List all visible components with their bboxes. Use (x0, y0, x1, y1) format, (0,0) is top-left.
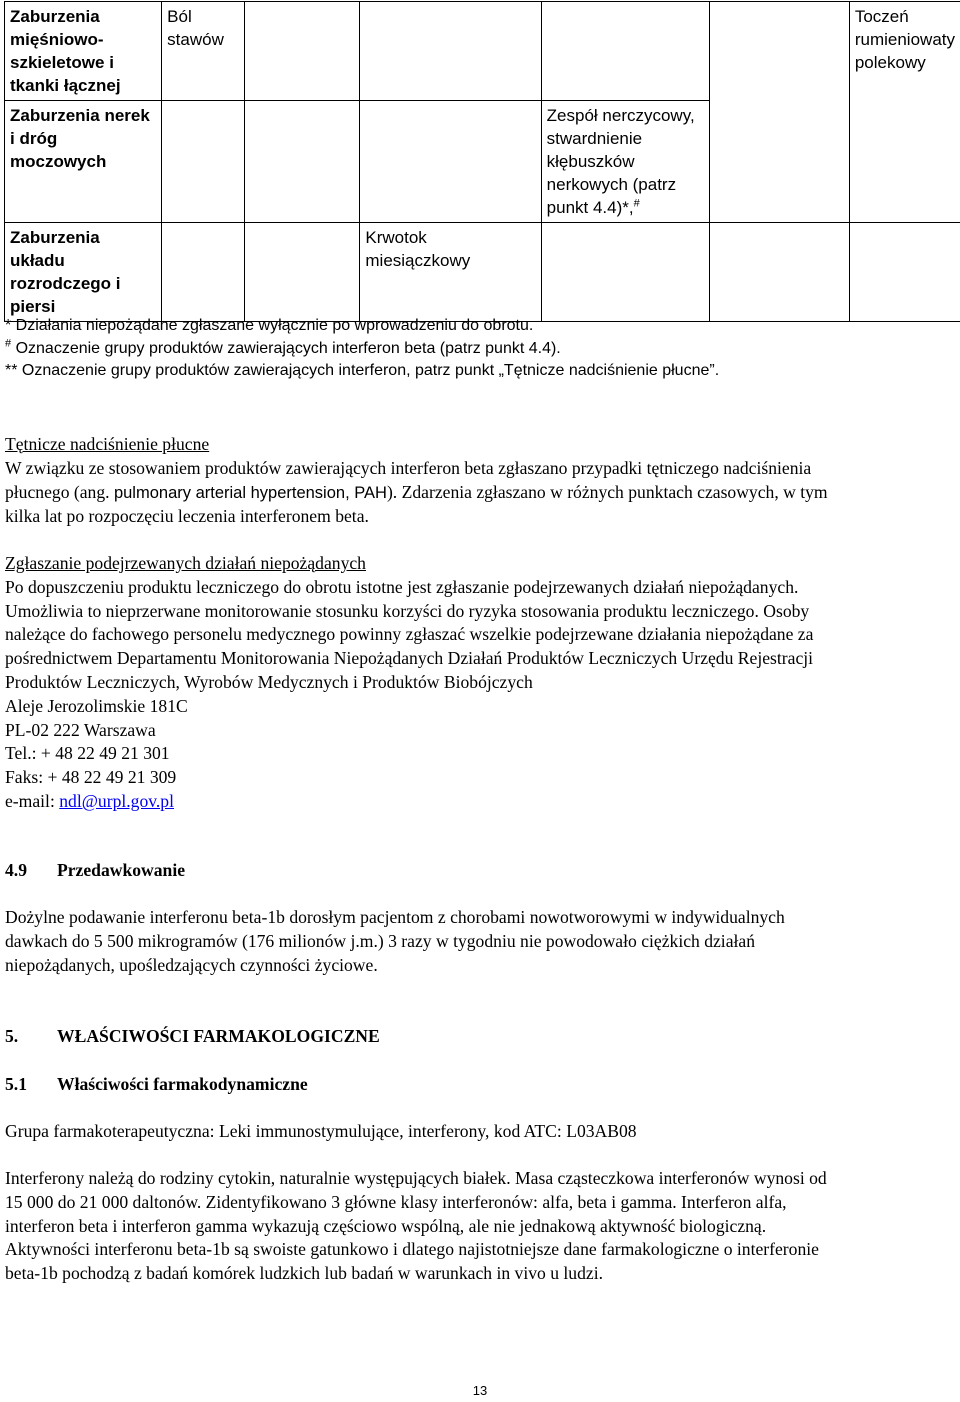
table-row (5, 223, 960, 322)
table-cell (541, 101, 709, 223)
table-cell (709, 2, 849, 101)
section-5-1-heading: 5.1 Właściwości farmakodynamiczne (5, 1074, 308, 1094)
address-line: PL-02 222 Warszawa (5, 719, 156, 740)
reporting-section (5, 552, 835, 814)
table-cell (849, 223, 960, 322)
pah-heading: Tętnicze nadciśnienie płucne (5, 434, 210, 454)
table-row (5, 2, 960, 101)
footnote: * Działania niepożądane zgłaszane wyłącznie po wprowadzeniu do obrotu. (5, 317, 534, 334)
soc-cell: Zaburzenia mięśniowo-szkieletowe i tkanki łącznej (5, 2, 162, 101)
table-cell (849, 101, 960, 223)
table-cell: Ból stawów (162, 2, 244, 101)
hash-mark: # (633, 197, 640, 210)
soc-cell: Zaburzenia układu rozrodczego i piersi (5, 223, 162, 322)
section-4-9-text: Dożylne podawanie interferonu beta-1b dorosłym pacjentom z chorobami nowotworowymi w indywidualnych dawkach do 5 500 mikrogramów (176 milionów j.m.) 3 razy w tygodniu nie powodowało ciężkich działań niepożądanych, upośledzających czynności życiowe. (5, 907, 785, 975)
table-cell (244, 101, 360, 223)
reporting-heading: Zgłaszanie podejrzewanych działań niepożądanych (5, 553, 366, 573)
section-4-9-heading: 4.9 Przedawkowanie (5, 860, 186, 880)
table-row (5, 101, 960, 223)
email-line: e-mail: ndl@urpl.gov.pl (5, 790, 174, 811)
table-cell: Krwotok miesiączkowy (360, 223, 541, 322)
nephrotic-text: Zespół nerczycowy, stwardnienie kłębuszków nerkowych (patrz punkt 4.4)*, (546, 106, 695, 217)
table-cell (162, 101, 244, 223)
address-line: Aleje Jerozolimskie 181C (5, 695, 188, 716)
table-cell: Toczeń rumieniowaty polekowy (849, 2, 960, 101)
table-cell (360, 2, 541, 101)
soc-cell: Zaburzenia nerek i dróg moczowych (5, 101, 162, 223)
table-cell (244, 2, 360, 101)
table-cell (541, 223, 709, 322)
adverse-reactions-table (4, 1, 960, 322)
table-cell (244, 223, 360, 322)
table-cell (709, 223, 849, 322)
footnotes (5, 315, 805, 383)
section-5-heading: 5. WŁAŚCIWOŚCI FARMAKOLOGICZNE (5, 1026, 380, 1046)
email-link[interactable]: ndl@urpl.gov.pl (59, 790, 174, 811)
table-cell (360, 101, 541, 223)
table-cell (709, 101, 849, 223)
reporting-text: Po dopuszczeniu produktu leczniczego do obrotu istotne jest zgłaszanie podejrzewanych działań niepożądanych. Umożliwia to nieprzerwane monitorowanie stosunku korzyści do ryzyka stosowania produktu leczniczego. Osoby należące do fachowego personelu medycznego powinny zgłaszać wszelkie podejrzewane działania niepożądane za pośrednictwem Departamentu Monitorowania Niepożądanych Działań Produktów Leczniczych Urzędu Rejestracji Produktów Leczniczych, Wyrobów Medycznych i Produktów Biobójczych (5, 576, 814, 692)
phone: Tel.: + 48 22 49 21 301 (5, 743, 170, 764)
footnote: # Oznaczenie grupy produktów zawierających interferon beta (patrz punkt 4.4). (5, 337, 561, 357)
pah-text: W związku ze stosowaniem produktów zawierających interferon beta zgłaszano przypadki tętniczego nadciśnienia płucnego (ang. pulmonary arterial hypertension, PAH). Zdarzenia zgłaszano w różnych punktach czasowych, w tym kilka lat po rozpoczęciu leczenia interferonem beta. (5, 457, 828, 527)
fax: Faks: + 48 22 49 21 309 (5, 767, 177, 788)
interferons-text: Interferony należą do rodziny cytokin, naturalnie występujących białek. Masa cząsteczkowa interferonów wynosi od 15 000 do 21 000 daltonów. Zidentyfikowano 3 główne klasy interferonów: alfa, beta i gamma. Interferon alfa, interferon beta i interferon gamma wykazują częściowo wspólną, ale nie jednakową aktywność biologiczną. Aktywności interferonu beta-1b są swoiste gatunkowo i dlatego najistotniejsze dane farmakologiczne o interferonie beta-1b pochodzą z badań komórek ludzkich lub badań w warunkach in vivo u ludzi. (5, 1168, 827, 1284)
pharmacotherapeutic-group: Grupa farmakoterapeutyczna: Leki immunostymulujące, interferony, kod ATC: L03AB08 (5, 1121, 637, 1141)
footnote: ** Oznaczenie grupy produktów zawierających interferon, patrz punkt „Tętnicze nadciśnienie płucne”. (5, 362, 720, 379)
table-cell (541, 2, 709, 101)
page-number: 13 (472, 1383, 488, 1398)
table-cell (162, 223, 244, 322)
pah-section (5, 433, 855, 529)
